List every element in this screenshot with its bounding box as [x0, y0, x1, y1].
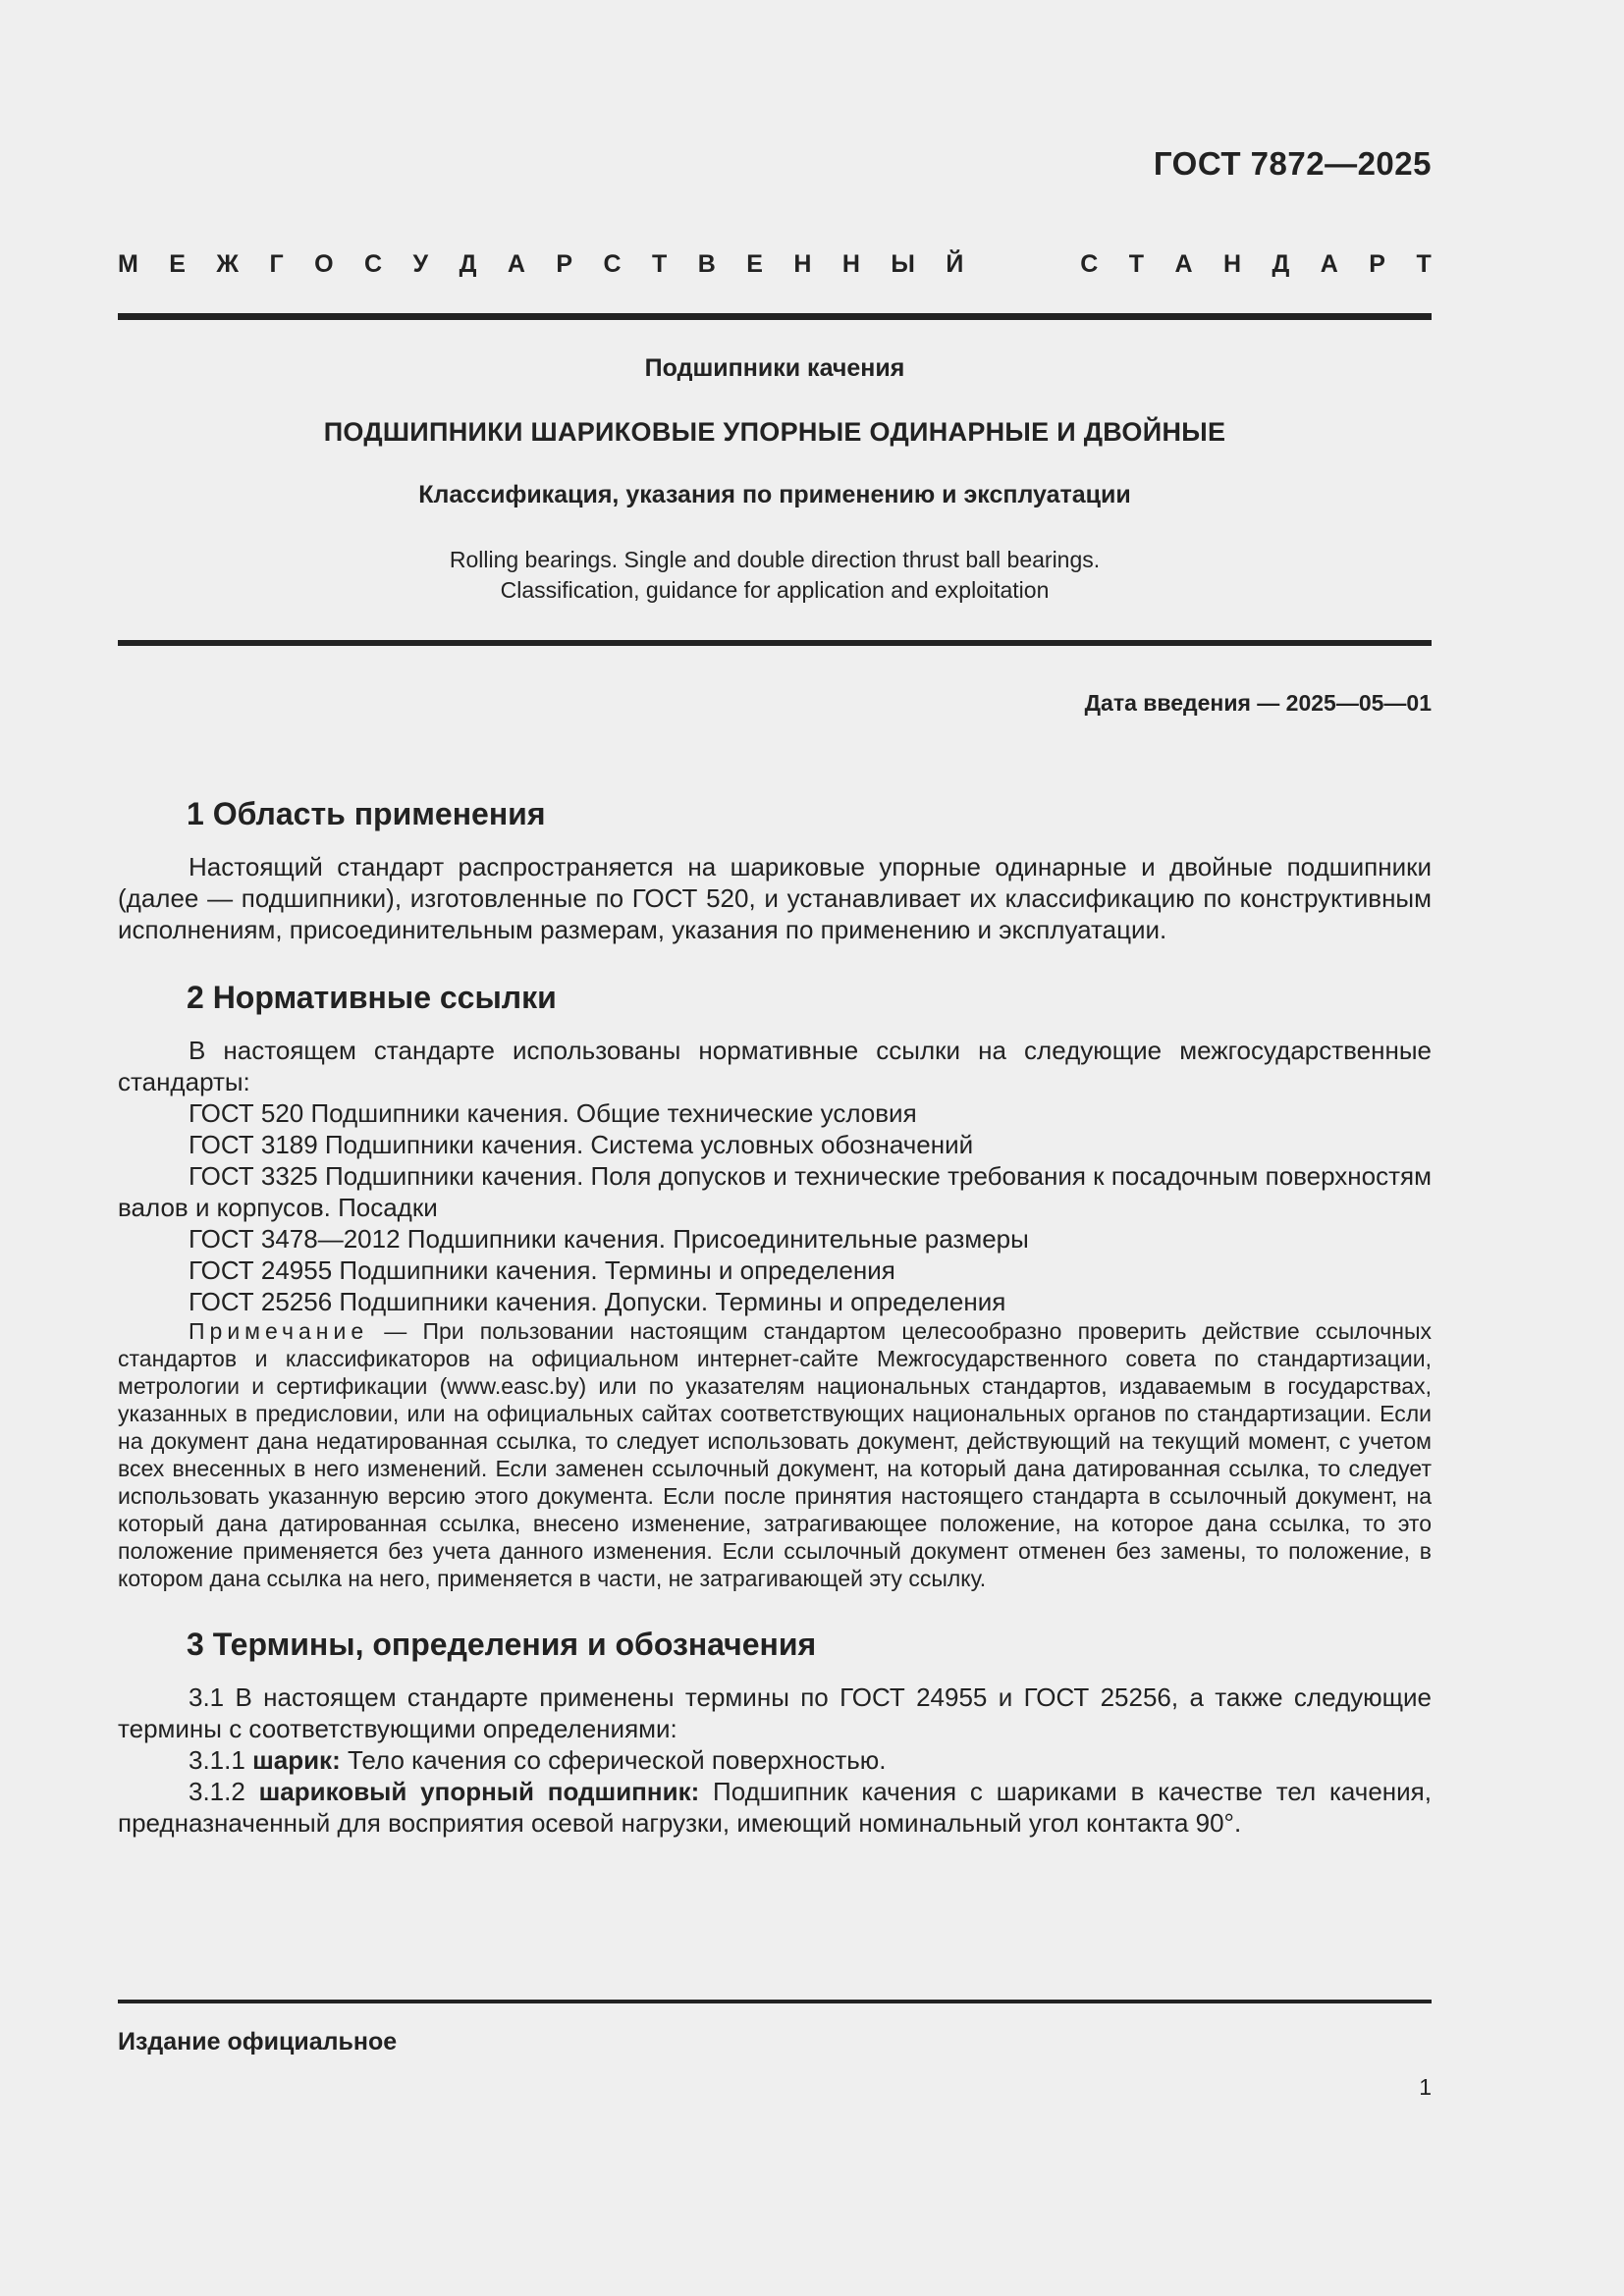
heading-letter: А [1320, 250, 1338, 278]
heading-letter: Е [169, 250, 186, 278]
heading-letter: А [1174, 250, 1193, 278]
section-2-intro: В настоящем стандарте использованы нормативные ссылки на следующие межгосударственные стандарты: [118, 1036, 1432, 1096]
term-number: 3.1.1 [189, 1745, 253, 1775]
term-name: шариковый упорный подшипник: [258, 1777, 700, 1806]
top-divider [118, 313, 1432, 320]
heading-letter: Н [793, 250, 812, 278]
heading-letter: Г [269, 250, 284, 278]
term-3-1-1 [118, 1744, 1432, 1776]
note-label: Примечание [189, 1318, 369, 1344]
title-divider [118, 640, 1432, 646]
term-definition: Тело качения со сферической поверхностью. [340, 1745, 887, 1775]
heading-letter: А [507, 250, 525, 278]
heading-letter: С [1080, 250, 1099, 278]
heading-letter: Й [946, 250, 964, 278]
note-text: — При пользовании настоящим стандартом целесообразно проверить действие ссылочных стандартов и классификаторов на официальном интернет-сайте Межгосударственного совета по стандартизации, метрологии и сертификации (www.easc.by) или по указателям национальных стандартов, издаваемым в государствах, указанных в предисловии, или на официальных сайтах соответствующих национальных органов по стандартизации. Если на документ дана недатированная ссылка, то следует использовать документ, действующий на текущий момент, с учетом всех внесенных в него изменений. Если заменен ссылочный документ, на который дана датированная ссылка, то следует использовать указанную версию этого документа. Если после принятия настоящего стандарта в ссылочный документ, на который дана датированная ссылка, внесено изменение, затрагивающее положение, на которое дана ссылка, то это положение применяется без учета данного изменения. Если ссылочный документ отменен без замены, то положение, в котором дана ссылка на него, применяется в части, не затрагивающей эту ссылку. [118, 1318, 1432, 1591]
heading-letter: Т [1416, 250, 1432, 278]
heading-letter: Ж [216, 250, 240, 278]
term-3-1-2 [118, 1776, 1432, 1839]
heading-letter: Д [1272, 250, 1290, 278]
heading-letter: Д [459, 250, 477, 278]
title-english-line-2: Classification, guidance for application and exploitation [500, 577, 1050, 603]
document-number: ГОСТ 7872—2025 [1153, 145, 1432, 182]
footer-divider [118, 2000, 1432, 2003]
introduction-date: Дата введения — 2025—05—01 [1084, 690, 1432, 716]
title-english-line-1: Rolling bearings. Single and double direction thrust ball bearings. [449, 547, 1101, 572]
edition-label: Издание официальное [118, 2028, 398, 2056]
heading-letter: В [697, 250, 716, 278]
term-definition: Подшипник качения с шариками в качестве тел качения, предназначенный для восприятия осевой нагрузки, имеющий номинальный угол контакта 90°. [118, 1777, 1432, 1838]
heading-letter: Т [652, 250, 668, 278]
heading-letter: С [603, 250, 622, 278]
title-group: Подшипники качения [644, 354, 905, 382]
reference-item: ГОСТ 25256 Подшипники качения. Допуски. Термины и определения [189, 1287, 1006, 1316]
heading-letter: С [364, 250, 383, 278]
heading-letter: Ы [891, 250, 915, 278]
reference-item: ГОСТ 3189 Подшипники качения. Система условных обозначений [189, 1130, 974, 1159]
heading-letter: Р [1369, 250, 1385, 278]
heading-letter: Е [746, 250, 763, 278]
clause-3-1: 3.1 В настоящем стандарте применены термины по ГОСТ 24955 и ГОСТ 25256, а также следующие термины с соответствующими определениями: [118, 1682, 1432, 1743]
heading-letter: М [118, 250, 138, 278]
reference-item: ГОСТ 3325 Подшипники качения. Поля допусков и технические требования к посадочным поверхностям валов и корпусов. Посадки [118, 1161, 1432, 1222]
section-1-text: Настоящий стандарт распространяется на шариковые упорные одинарные и двойные подшипники (далее — подшипники), изготовленные по ГОСТ 520, и устанавливает их классификацию по конструктивным исполнениям, присоединительным размерам, указания по применению и эксплуатации. [118, 852, 1432, 944]
heading-letter: Н [841, 250, 860, 278]
reference-item: ГОСТ 520 Подшипники качения. Общие технические условия [189, 1098, 917, 1128]
title-subtitle: Классификация, указания по применению и эксплуатации [418, 481, 1131, 508]
heading-letter: У [412, 250, 429, 278]
references-note [118, 1317, 1432, 1592]
title-english [118, 545, 1432, 606]
page-number: 1 [1419, 2074, 1432, 2100]
reference-item: ГОСТ 24955 Подшипники качения. Термины и определения [189, 1255, 895, 1285]
reference-item: ГОСТ 3478—2012 Подшипники качения. Присоединительные размеры [189, 1224, 1029, 1254]
heading-letter: Н [1223, 250, 1242, 278]
section-1-heading: 1 Область применения [187, 796, 546, 831]
heading-letter: Т [1128, 250, 1145, 278]
term-name: шарик: [252, 1745, 341, 1775]
document-body [118, 795, 1432, 1839]
heading-letter: Р [556, 250, 573, 278]
term-number: 3.1.2 [189, 1777, 259, 1806]
heading-letter: О [314, 250, 334, 278]
section-3-heading: 3 Термины, определения и обозначения [187, 1627, 817, 1662]
section-2-heading: 2 Нормативные ссылки [187, 980, 557, 1015]
title-main: ПОДШИПНИКИ ШАРИКОВЫЕ УПОРНЫЕ ОДИНАРНЫЕ И ДВОЙНЫЕ [323, 417, 1226, 447]
standard-kind-heading [118, 250, 1432, 279]
